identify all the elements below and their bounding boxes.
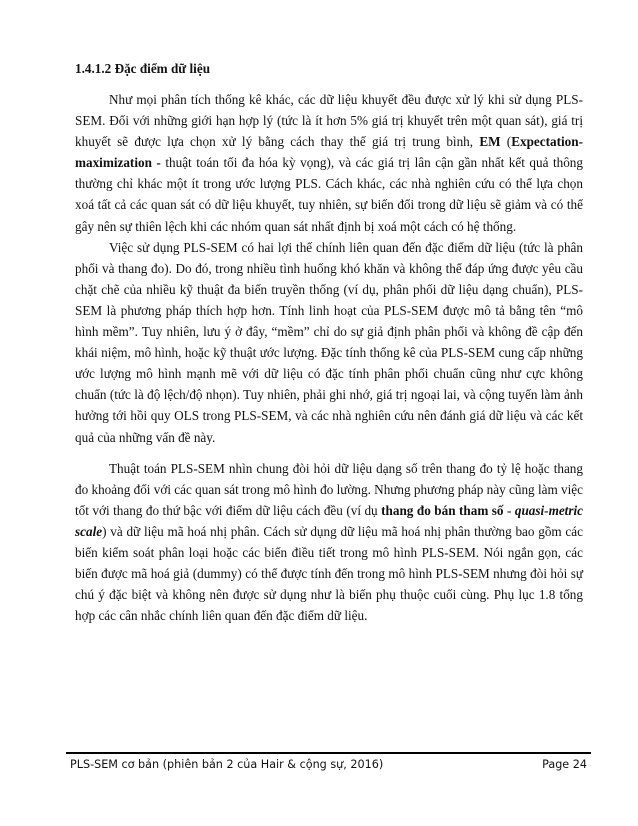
p1-text-c: ( <box>500 134 512 150</box>
p3-bold-italic-quasi-metric: quasi-metric scale <box>75 502 583 539</box>
p1-bold-em: EM <box>479 134 501 150</box>
p3-text-c: - <box>503 502 515 518</box>
p3-text-a: Thuật toán PLS-SEM nhìn chung đòi hỏi dữ liệu dạng số trên thang đo tỷ lệ hoặc thang đo khoảng đối với các quan sát trong mô hình đo lường. Nhưng phương pháp này cũng làm việc tốt với thang đo thứ bậc với điểm dữ liệu cách đều (ví dụ <box>75 460 583 518</box>
p1-text-a: Như mọi phân tích thống kê khác, các dữ liệu khuyết đều được xử lý khi sử dụng PLS-SEM. Đối với những giới hạn hợp lý (tức là ít hơn 5% giá trị khuyết trên một quan sát), giá trị khuyết sẽ được lựa chọn xử lý bằng cách thay thế giá trị trung bình, <box>75 92 583 150</box>
p3-text-d: ) và dữ liệu mã hoá nhị phân. Cách sử dụng dữ liệu mã hoá nhị phân thường bao gồm các biến kiểm soát phân loại hoặc các biến điều tiết trong mô hình PLS-SEM. Nói ngắn gọn, các biến được mã hoá giả (dummy) có thể được tính đến trong mô hình PLS-SEM nhưng đòi hỏi sự chú ý đặc biệt và không nên được sử dụng như là biến phụ thuộc cuối cùng. Phụ lục 1.8 tổng hợp các cân nhắc chính liên quan đến đặc điểm dữ liệu. <box>75 523 583 624</box>
footer-page-number: Page 24 <box>542 758 587 771</box>
paragraph-algorithm <box>75 458 583 627</box>
page-footer <box>70 758 587 772</box>
p3-bold-scale: thang đo bán tham số <box>381 502 504 518</box>
footer-source: PLS-SEM cơ bản (phiên bản 2 của Hair & cộng sự, 2016) <box>70 758 384 771</box>
footer-divider <box>66 752 591 754</box>
page-content <box>75 60 583 626</box>
section-heading: 1.4.1.2 Đặc điểm dữ liệu <box>75 61 211 76</box>
paragraph-advantages: Việc sử dụng PLS-SEM có hai lợi thế chính liên quan đến đặc điểm dữ liệu (tức là phân phối và thang đo). Do đó, trong nhiều tình huống khó khăn và không thể đáp ứng được yêu cầu chặt chẽ của nhiều kỹ thuật đa biến truyền thống (ví dụ, phân phối dữ liệu dạng chuẩn), PLS-SEM là phương pháp thích hợp hơn. Tính linh hoạt của PLS-SEM được mô tả bằng tên “mô hình mềm”. Tuy nhiên, lưu ý ở đây, “mềm” chỉ do sự giả định phân phối và không đề cập đến khái niệm, mô hình, hoặc kỹ thuật ước lượng. Đặc tính thống kê của PLS-SEM cung cấp những ước lượng mô hình mạnh mẽ với dữ liệu có đặc tính phân phối chuẩn cũng như cực không chuẩn (tức là độ lệch/độ nhọn). Tuy nhiên, phải ghi nhớ, giá trị ngoại lai, và cộng tuyến làm ảnh hưởng tới hồi quy OLS trong PLS-SEM, và các nhà nghiên cứu nên đánh giá dữ liệu và các kết quả của những vấn đề này. <box>75 239 583 445</box>
paragraph-missing-data <box>75 89 583 237</box>
p1-bold-expectation: Expectation-maximization - <box>75 134 583 171</box>
p1-text-d: thuật toán tối đa hóa kỳ vọng), và các giá trị lân cận gần nhất kết quả thông thường chỉ khác một ít trong ước lượng PLS. Cách khác, các nhà nghiên cứu có thể lựa chọn xoá tất cả các quan sát có dữ liệu khuyết, tuy nhiên, sự biến đổi trong dữ liệu sẽ giảm và có thể gây nên sự thiên lệch khi các nhóm quan sát nhất định bị xoá một cách có hệ thống. <box>75 155 583 234</box>
